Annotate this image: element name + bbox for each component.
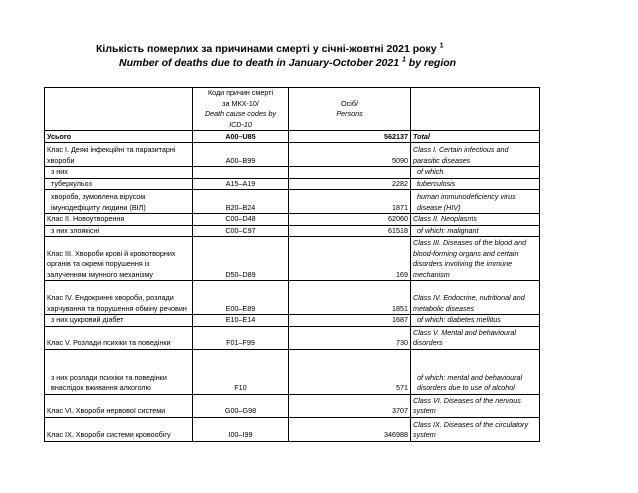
report-title — [96, 42, 536, 70]
row-deaths-value: 571 — [289, 349, 411, 394]
row-label-ukrainian: Усього — [45, 131, 193, 143]
table-row — [45, 315, 540, 327]
row-label-english: Total — [411, 131, 540, 143]
table-row — [45, 394, 540, 417]
title-ukrainian: Кількість померлих за причинами смерті у січні-жовтні 2021 року $^1$ — [96, 42, 444, 55]
row-label-english: human immunodeficiency virus disease (HIV) — [411, 190, 540, 214]
table-row — [45, 349, 540, 394]
row-label-english: Class V. Mental and behavioural disorders — [411, 326, 540, 349]
row-label-english: Class IV. Endocrine, nutritional and metabolic diseases — [411, 281, 540, 315]
row-icd-code: A00–U85 — [193, 131, 289, 143]
row-icd-code: G00–G98 — [193, 394, 289, 417]
row-deaths-value: 61518 — [289, 225, 411, 237]
row-deaths-value: 62060 — [289, 214, 411, 226]
row-icd-code: F01–F99 — [193, 326, 289, 349]
row-icd-code: C00–D48 — [193, 214, 289, 226]
total-row — [45, 131, 540, 143]
row-deaths-value: 562137 — [289, 131, 411, 143]
row-label-ukrainian: з них злоякісні — [45, 225, 193, 237]
row-icd-code: I00–I99 — [193, 417, 289, 441]
row-deaths-value: 2282 — [289, 178, 411, 190]
row-label-english: Class VI. Diseases of the nervous system — [411, 394, 540, 417]
table-row — [45, 143, 540, 167]
row-label-english: Class II. Neoplasms — [411, 214, 540, 226]
table-row — [45, 281, 540, 315]
row-icd-code: E00–E89 — [193, 281, 289, 315]
row-deaths-value: 730 — [289, 326, 411, 349]
table-row — [45, 214, 540, 226]
row-label-english: Class IX. Diseases of the circulatory system — [411, 417, 540, 441]
row-label-ukrainian: Клас IV. Ендокринні хвороби, розлади харчування та порушення обміну речовин — [45, 281, 193, 315]
table-header-row — [45, 88, 540, 131]
row-label-ukrainian: з них цукровий діабет — [45, 315, 193, 327]
row-label-ukrainian: Клас II. Новоутворення — [45, 214, 193, 226]
row-icd-code: A15–A19 — [193, 178, 289, 190]
row-icd-code: D50–D89 — [193, 237, 289, 281]
row-icd-code — [193, 167, 289, 179]
row-deaths-value: 5090 — [289, 143, 411, 167]
row-icd-code: A00–B99 — [193, 143, 289, 167]
header-persons: Осіб/ Persons — [289, 88, 411, 131]
row-label-ukrainian: Клас IX. Хвороби системи кровообігу — [45, 417, 193, 441]
row-label-ukrainian: Клас III. Хвороби крові й кровотворних органів та окремі порушення із залученням імунного механізму — [45, 237, 193, 281]
row-label-ukrainian: з них розлади психіки та поведінки внаслідок вживання алкоголю — [45, 349, 193, 394]
row-deaths-value: 1687 — [289, 315, 411, 327]
row-label-ukrainian: хвороба, зумовлена вірусом імунодефіциту людини (ВІЛ) — [45, 190, 193, 214]
row-label-ukrainian: туберкульоз — [45, 178, 193, 190]
row-label-ukrainian: Клас V. Розлади психіки та поведінки — [45, 326, 193, 349]
table-row — [45, 225, 540, 237]
row-icd-code: C00–C97 — [193, 225, 289, 237]
table-row — [45, 326, 540, 349]
row-deaths-value: 346988 — [289, 417, 411, 441]
row-deaths-value — [289, 167, 411, 179]
row-label-english: of which — [411, 167, 540, 179]
header-empty-cell — [411, 88, 540, 131]
table-row — [45, 237, 540, 281]
row-label-ukrainian: Клас I. Деякі інфекційні та паразитарні хвороби — [45, 143, 193, 167]
row-deaths-value: 3707 — [289, 394, 411, 417]
row-icd-code: B20–B24 — [193, 190, 289, 214]
table-row — [45, 190, 540, 214]
row-deaths-value: 1851 — [289, 281, 411, 315]
header-codes: Коди причин смерті за МКХ-10/ Death cause codes by ICD-10 — [193, 88, 289, 131]
row-icd-code: F10 — [193, 349, 289, 394]
table-row — [45, 417, 540, 441]
table-row — [45, 178, 540, 190]
row-label-english: of which: malignant — [411, 225, 540, 237]
row-deaths-value: 169 — [289, 237, 411, 281]
row-label-english: Class I. Certain infectious and parasitic diseases — [411, 143, 540, 167]
row-label-ukrainian: з них — [45, 167, 193, 179]
row-label-english: Class III. Diseases of the blood and blood-forming organs and certain disorders involving the immune mechanism — [411, 237, 540, 281]
row-label-ukrainian: Клас VI. Хвороби нервової системи — [45, 394, 193, 417]
row-label-english: of which: diabetes mellitus — [411, 315, 540, 327]
table-row — [45, 167, 540, 179]
title-english: Number of deaths due to death in January-October 2021 $^1$ by region — [119, 56, 457, 69]
row-label-english: of which: mental and behavioural disorders due to use of alcohol — [411, 349, 540, 394]
deaths-table — [44, 87, 540, 442]
row-icd-code: E10–E14 — [193, 315, 289, 327]
header-empty-cell — [45, 88, 193, 131]
row-label-english: tuberculosis — [411, 178, 540, 190]
row-deaths-value: 1871 — [289, 190, 411, 214]
